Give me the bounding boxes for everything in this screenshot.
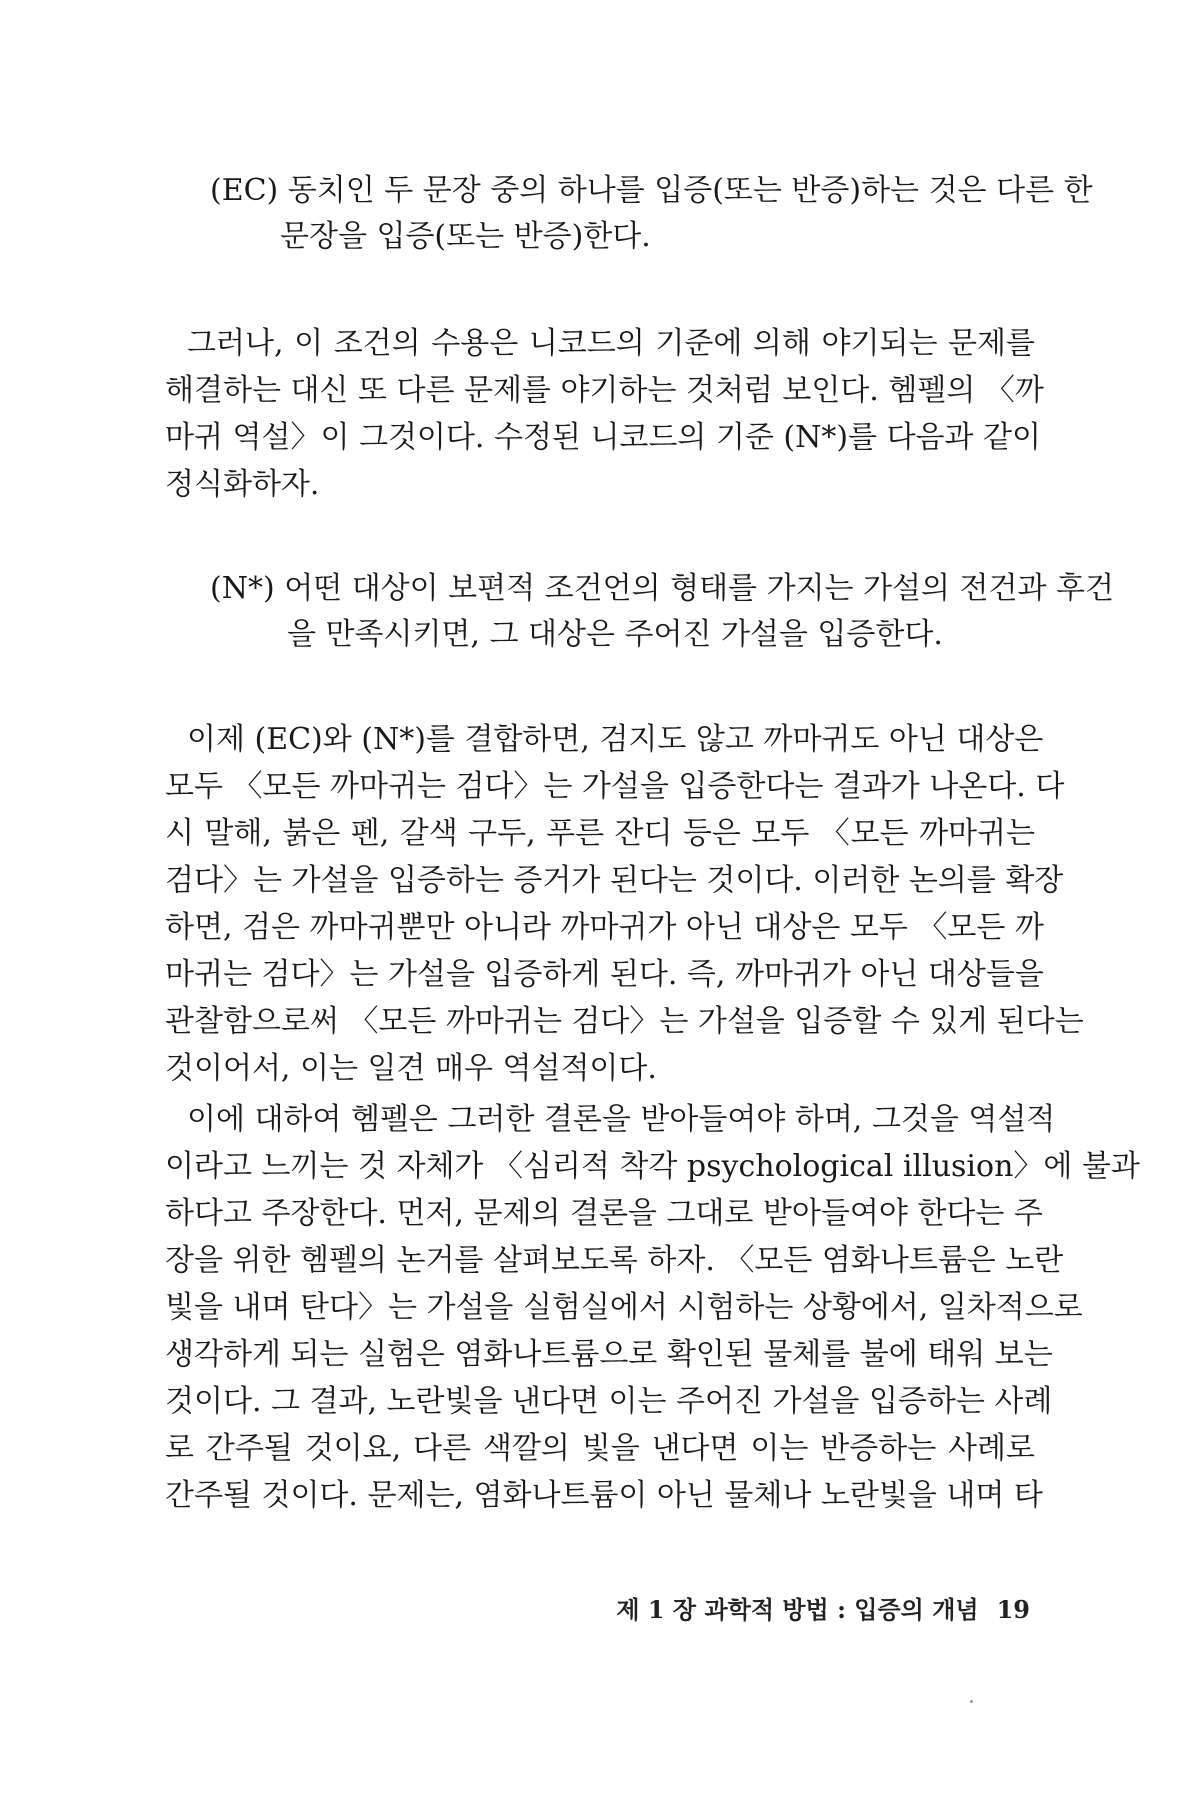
text-line: 이제 (EC)와 (N*)를 결합하면, 검지도 않고 까마귀도 아닌 대상은 <box>187 722 1044 757</box>
text-line: 빛을 내며 탄다〉는 가설을 실험실에서 시험하는 상황에서, 일차적으로 <box>165 1290 1083 1325</box>
nstar-line: 을 만족시키면, 그 대상은 주어진 가설을 입증한다. <box>287 617 943 652</box>
text-line: 시 말해, 붉은 펜, 갈색 구두, 푸른 잔디 등은 모두 〈모든 까마귀는 <box>165 816 1035 851</box>
text-line: 마귀는 검다〉는 가설을 입증하게 된다. 즉, 까마귀가 아닌 대상들을 <box>165 957 1044 992</box>
ec-line: (EC) 동치인 두 문장 중의 하나를 입증(또는 반증)하는 것은 다른 한 <box>210 173 1093 208</box>
text-line: 간주될 것이다. 문제는, 염화나트륨이 아닌 물체나 노란빛을 내며 타 <box>165 1478 1043 1513</box>
paper-speck <box>970 1700 973 1703</box>
nstar-condition <box>165 566 1114 658</box>
page-footer <box>616 1590 1030 1625</box>
text-line: 것이다. 그 결과, 노란빛을 낸다면 이는 주어진 가설을 입증하는 사례 <box>165 1384 1053 1419</box>
nstar-line: (N*) 어떤 대상이 보편적 조건언의 형태를 가지는 가설의 전건과 후건 <box>210 571 1114 606</box>
ec-line: 문장을 입증(또는 반증)한다. <box>280 219 651 254</box>
text-line: 해결하는 대신 또 다른 문제를 야기하는 것처럼 보인다. 헴펠의 〈까 <box>165 373 1044 408</box>
text-line: 하다고 주장한다. 먼저, 문제의 결론을 그대로 받아들여야 한다는 주 <box>165 1196 1043 1231</box>
text-line: 것이어서, 이는 일견 매우 역설적이다. <box>165 1051 657 1086</box>
ec-condition <box>165 168 1093 260</box>
text-line: 검다〉는 가설을 입증하는 증거가 된다는 것이다. 이러한 논의를 확장 <box>165 863 1064 898</box>
paragraph <box>165 1096 1140 1519</box>
text-line: 그러나, 이 조건의 수용은 니코드의 기준에 의해 야기되는 문제를 <box>187 326 1035 361</box>
text-line: 마귀 역설〉이 그것이다. 수정된 니코드의 기준 (N*)를 다음과 같이 <box>165 420 1042 455</box>
paragraph <box>165 716 1084 1092</box>
paragraph <box>165 320 1044 508</box>
text-line: 생각하게 되는 실험은 염화나트륨으로 확인된 물체를 불에 태워 보는 <box>165 1337 1053 1372</box>
text-line: 로 간주될 것이요, 다른 색깔의 빛을 낸다면 이는 반증하는 사례로 <box>165 1431 1035 1466</box>
page-body <box>165 168 1140 1519</box>
text-line: 이라고 느끼는 것 자체가 〈심리적 착각 psychological illusion〉에 불과 <box>165 1149 1140 1184</box>
text-line: 모두 〈모든 까마귀는 검다〉는 가설을 입증한다는 결과가 나온다. 다 <box>165 769 1065 804</box>
text-line: 하면, 검은 까마귀뿐만 아니라 까마귀가 아닌 대상은 모두 〈모든 까 <box>165 910 1044 945</box>
text-line: 정식화하자. <box>165 467 320 502</box>
running-head: 제 1 장 과학적 방법 : 입증의 개념 <box>616 1595 979 1624</box>
text-line: 장을 위한 헴펠의 논거를 살펴보도록 하자. 〈모든 염화나트륨은 노란 <box>165 1243 1064 1278</box>
text-line: 이에 대하여 헴펠은 그러한 결론을 받아들여야 하며, 그것을 역설적 <box>187 1102 1056 1137</box>
page-number: 19 <box>996 1595 1030 1624</box>
text-line: 관찰함으로써 〈모든 까마귀는 검다〉는 가설을 입증할 수 있게 된다는 <box>165 1004 1084 1039</box>
